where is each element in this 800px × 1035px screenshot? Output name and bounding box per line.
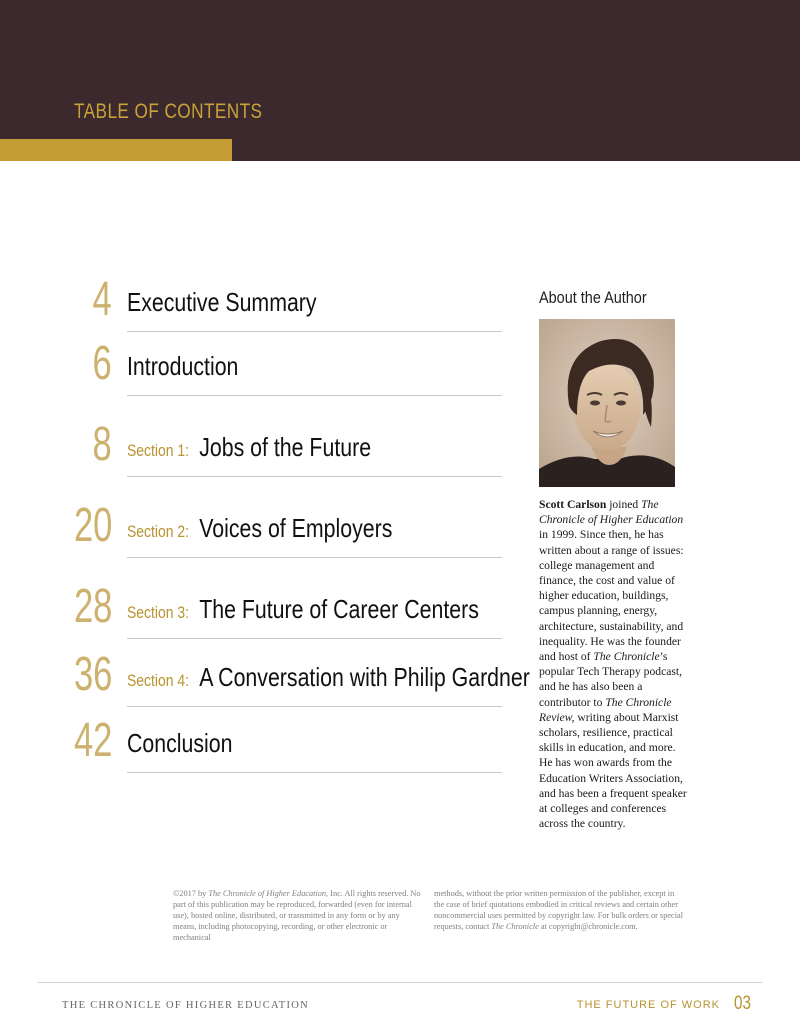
copyright-publication: The Chronicle of Higher Education xyxy=(208,889,327,898)
toc-title: Executive Summary xyxy=(127,287,317,317)
bio-text: ’s popular Tech Therapy podcast, and he has also been a contributor to xyxy=(539,650,682,709)
author-photo xyxy=(539,319,675,487)
page-title: TABLE OF CONTENTS xyxy=(74,100,263,123)
author-bio xyxy=(539,497,687,831)
about-author-heading: About the Author xyxy=(539,288,647,307)
toc-title: The Future of Career Centers xyxy=(199,594,479,624)
toc-label xyxy=(127,513,392,544)
footer-divider xyxy=(38,982,762,983)
copyright-notice-right xyxy=(434,888,684,932)
toc-section-label: Section 1: xyxy=(127,441,189,460)
toc-divider xyxy=(127,557,502,558)
toc-section-label: Section 4: xyxy=(127,671,189,690)
footer-page-number: 03 xyxy=(734,993,751,1014)
toc-label xyxy=(127,594,479,625)
bio-text: writing about Marxist scholars, resilience, practical skills in education, and more. He has won awards from the Education Writers Association, and has been a frequent speaker at colleges and conferences across the country. xyxy=(539,710,687,831)
toc-divider xyxy=(127,638,502,639)
author-portrait-illustration xyxy=(539,319,675,487)
toc-title: Conclusion xyxy=(127,728,233,758)
author-name: Scott Carlson xyxy=(539,498,607,511)
bio-publication: The Chronicle xyxy=(593,650,660,664)
toc-page-number: 4 xyxy=(92,273,112,326)
toc-entry-section-1[interactable] xyxy=(0,417,520,477)
toc-entry-section-2[interactable] xyxy=(0,498,520,558)
copyright-text: ©2017 by xyxy=(173,889,209,898)
toc-title: Voices of Employers xyxy=(199,513,393,543)
bio-text: in 1999. Since then, he has written about a range of issues: college management and finance, the cost and value of higher education, buildings, campus planning, energy, architecture, sustainability, and inequality. He was the founder and host of xyxy=(539,528,684,664)
toc-entry-executive-summary[interactable] xyxy=(0,272,520,332)
bio-publication: The Chronicle Review, xyxy=(539,695,672,724)
toc-label xyxy=(127,351,238,382)
toc-title: Jobs of the Future xyxy=(199,432,372,462)
copyright-text: , Inc. All rights reserved. No part of this publication may be reproduced, forwarded (even for internal use), hosted online, distributed, or transmitted in any form or by any means, including photocopying, recording, or other electronic or mechanical xyxy=(173,889,421,942)
toc-divider xyxy=(127,395,502,396)
header-band xyxy=(0,0,800,161)
toc-entry-section-3[interactable] xyxy=(0,579,520,639)
copyright-notice-left xyxy=(173,888,423,943)
copyright-text: at copyright@chronicle.com. xyxy=(538,922,638,931)
toc-label xyxy=(127,287,317,318)
toc-page-number: 36 xyxy=(73,648,112,701)
toc-page-number: 42 xyxy=(73,714,112,767)
footer-publication: THE CHRONICLE OF HIGHER EDUCATION xyxy=(62,1000,310,1011)
toc-divider xyxy=(127,476,502,477)
footer-report-title: THE FUTURE OF WORK xyxy=(576,999,720,1011)
toc-section-label: Section 2: xyxy=(127,522,189,541)
bio-publication: The Chronicle of Higher Education xyxy=(539,498,684,527)
copyright-publication: The Chronicle xyxy=(491,922,539,931)
copyright-text: methods, without the prior written permission of the publisher, except in the case of brief quotations embodied in critical reviews and certain other noncommercial uses permitted by copyright law. For bulk orders or special requests, contact xyxy=(434,889,683,931)
toc-entry-introduction[interactable] xyxy=(0,336,520,396)
bio-text: joined xyxy=(606,498,642,511)
toc-label xyxy=(127,662,530,693)
toc-label xyxy=(127,432,371,463)
toc-page-number: 8 xyxy=(92,418,112,471)
toc-page-number: 28 xyxy=(73,580,112,633)
toc-page-number: 6 xyxy=(92,337,112,390)
toc-page-number: 20 xyxy=(73,499,112,552)
toc-title: A Conversation with Philip Gardner xyxy=(199,662,530,692)
toc-divider xyxy=(127,772,502,773)
toc-title: Introduction xyxy=(127,351,239,381)
toc-entry-conclusion[interactable] xyxy=(0,713,520,773)
header-accent-bar xyxy=(0,139,232,161)
toc-section-label: Section 3: xyxy=(127,603,189,622)
toc-entry-section-4[interactable] xyxy=(0,647,530,707)
toc-label xyxy=(127,728,232,759)
toc-divider xyxy=(127,706,502,707)
toc-divider xyxy=(127,331,502,332)
